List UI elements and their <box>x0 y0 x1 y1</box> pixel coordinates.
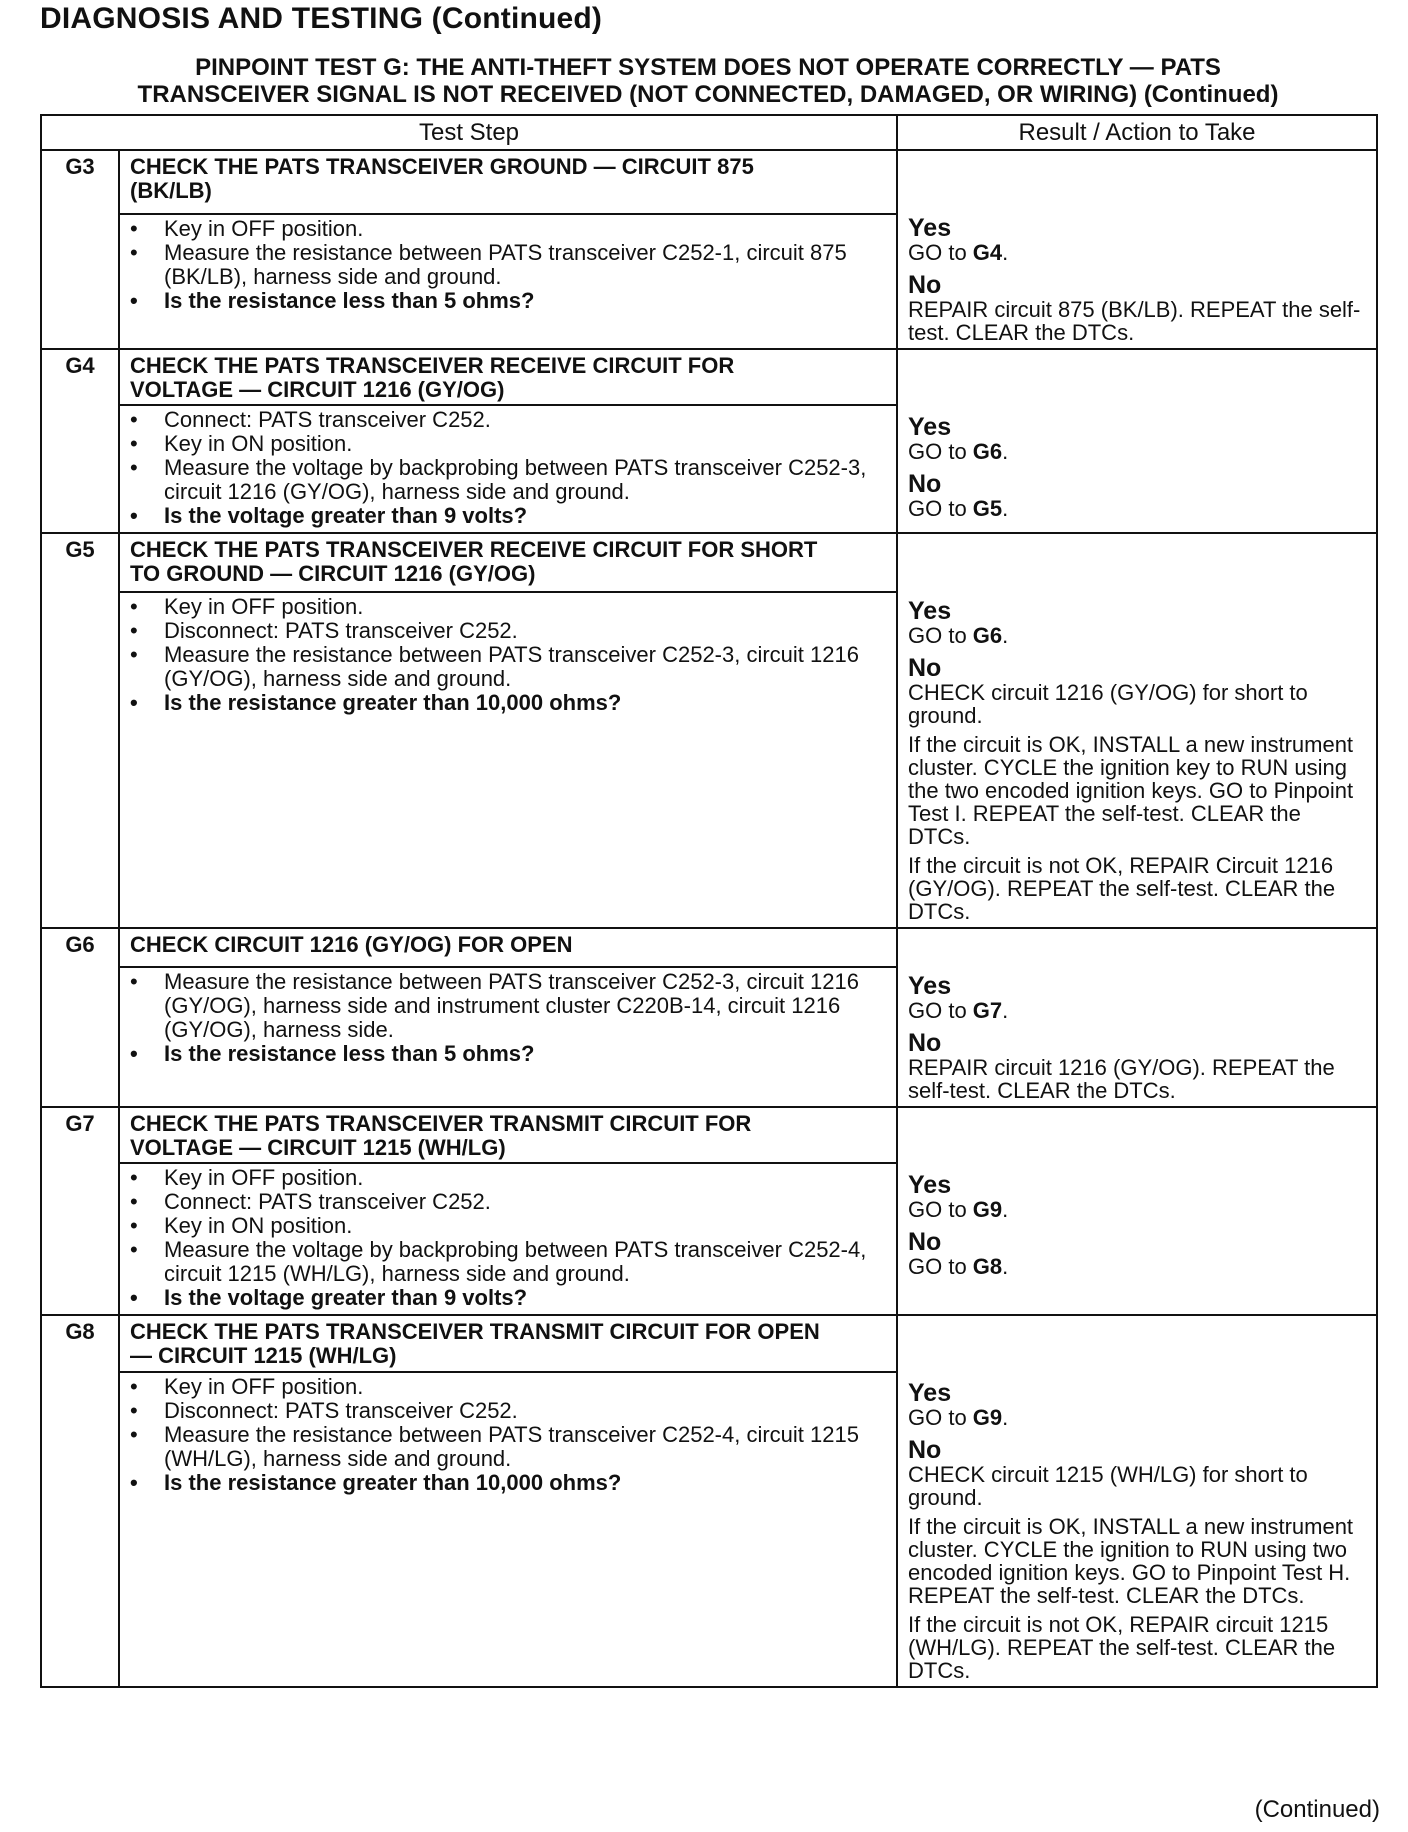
action-item: • Key in OFF position. <box>128 1166 888 1190</box>
yes-label: Yes <box>908 413 952 441</box>
no-additional-action: If the circuit is OK, INSTALL a new instrument cluster. CYCLE the ignition to RUN using two encoded ignition keys. GO to Pinpoint Test H. REPEAT the self-test. CLEAR the DTCs. <box>908 1514 1354 1608</box>
step-id: G7 <box>41 1107 119 1163</box>
no-label: No <box>908 271 942 299</box>
step-id: G6 <box>41 928 119 967</box>
result-action-cell <box>897 349 1377 533</box>
no-label: No <box>908 1436 942 1464</box>
step-heading: CHECK THE PATS TRANSCEIVER RECEIVE CIRCUIT FOR SHORT TO GROUND — CIRCUIT 1216 (GY/OG) <box>119 533 897 592</box>
no-target-step: G8 <box>972 1254 1003 1279</box>
yes-action <box>908 241 1366 264</box>
action-item: • Measure the voltage by backprobing between PATS transceiver C252-3, circuit 1216 (GY/OG), harness side and ground. <box>128 456 888 504</box>
step-id-blank <box>41 405 119 533</box>
step-heading: CHECK CIRCUIT 1216 (GY/OG) FOR OPEN <box>119 928 897 967</box>
test-question: • Is the resistance less than 5 ohms? <box>128 289 888 313</box>
action-list <box>128 1375 888 1495</box>
yes-target-step: G6 <box>972 623 1003 648</box>
yes-action <box>908 1198 1366 1221</box>
yes-action-suffix: . <box>1002 240 1009 265</box>
step-instructions <box>119 967 897 1107</box>
step-id: G4 <box>41 349 119 405</box>
test-question: • Is the voltage greater than 9 volts? <box>128 504 888 528</box>
no-action-suffix: . <box>1002 1254 1009 1279</box>
action-item: • Measure the resistance between PATS transceiver C252-1, circuit 875 (BK/LB), harness side and ground. <box>128 241 888 289</box>
step-id-blank <box>41 1163 119 1315</box>
action-list <box>128 408 888 528</box>
result-action-cell <box>897 533 1377 928</box>
action-item: • Measure the resistance between PATS transceiver C252-4, circuit 1215 (WH/LG), harness side and ground. <box>128 1423 888 1471</box>
action-item: • Connect: PATS transceiver C252. <box>128 1190 888 1214</box>
yes-target-step: G9 <box>972 1197 1003 1222</box>
step-heading-row <box>41 349 1377 405</box>
yes-action-text: GO to <box>908 1405 973 1430</box>
no-action <box>908 681 1366 727</box>
no-action-text: REPAIR circuit 1216 (GY/OG). REPEAT the self-test. CLEAR the DTCs. <box>908 1055 1335 1103</box>
action-item: • Key in OFF position. <box>128 217 888 241</box>
yes-action <box>908 440 1366 463</box>
action-item: • Connect: PATS transceiver C252. <box>128 408 888 432</box>
step-id-blank <box>41 214 119 349</box>
yes-target-step: G7 <box>972 998 1003 1023</box>
yes-action <box>908 999 1366 1022</box>
step-instructions <box>119 592 897 928</box>
step-id: G3 <box>41 150 119 214</box>
step-heading-row <box>41 1107 1377 1163</box>
no-action-text: CHECK circuit 1216 (GY/OG) for short to ground. <box>908 680 1308 728</box>
step-id: G5 <box>41 533 119 592</box>
step-instructions <box>119 1372 897 1687</box>
no-action <box>908 497 1366 520</box>
no-action <box>908 298 1366 344</box>
action-item: • Measure the resistance between PATS transceiver C252-3, circuit 1216 (GY/OG), harness side and instrument cluster C220B-14, circuit 1216 (GY/OG), harness side. <box>128 970 888 1042</box>
no-action-suffix: . <box>1002 496 1009 521</box>
action-item: • Disconnect: PATS transceiver C252. <box>128 619 888 643</box>
yes-target-step: G9 <box>972 1405 1003 1430</box>
no-label: No <box>908 654 942 682</box>
yes-action-suffix: . <box>1002 623 1009 648</box>
step-heading-row <box>41 150 1377 214</box>
test-title-line-1: PINPOINT TEST G: THE ANTI-THEFT SYSTEM DOES NOT OPERATE CORRECTLY — PATS <box>195 54 1221 81</box>
result-spacer <box>908 159 1366 207</box>
yes-label: Yes <box>908 972 952 1000</box>
header-result: Result / Action to Take <box>897 115 1377 150</box>
continued-label: (Continued) <box>1254 1796 1380 1823</box>
yes-label: Yes <box>908 1379 952 1407</box>
yes-label: Yes <box>908 214 952 242</box>
action-list <box>128 595 888 715</box>
yes-label: Yes <box>908 1171 952 1199</box>
result-action-cell <box>897 150 1377 349</box>
result-spacer <box>908 358 1366 406</box>
page-title: DIAGNOSIS AND TESTING (Continued) <box>40 2 603 35</box>
step-heading-row <box>41 1315 1377 1372</box>
result-action-cell <box>897 1107 1377 1315</box>
test-question: • Is the resistance greater than 10,000 ohms? <box>128 691 888 715</box>
action-item: • Measure the resistance between PATS transceiver C252-3, circuit 1216 (GY/OG), harness side and ground. <box>128 643 888 691</box>
test-steps-body <box>41 150 1377 1687</box>
step-heading: CHECK THE PATS TRANSCEIVER RECEIVE CIRCUIT FOR VOLTAGE — CIRCUIT 1216 (GY/OG) <box>119 349 897 405</box>
yes-action-suffix: . <box>1002 998 1009 1023</box>
no-target-step: G5 <box>972 496 1003 521</box>
yes-action-text: GO to <box>908 240 973 265</box>
action-item: • Key in OFF position. <box>128 595 888 619</box>
yes-action <box>908 1406 1366 1429</box>
step-instructions <box>119 405 897 533</box>
yes-action-text: GO to <box>908 623 973 648</box>
step-heading: CHECK THE PATS TRANSCEIVER TRANSMIT CIRCUIT FOR OPEN — CIRCUIT 1215 (WH/LG) <box>119 1315 897 1372</box>
yes-target-step: G6 <box>972 439 1003 464</box>
step-instructions <box>119 214 897 349</box>
no-label: No <box>908 1029 942 1057</box>
no-additional-action: If the circuit is not OK, REPAIR circuit 1215 (WH/LG). REPEAT the self-test. CLEAR the DTCs. <box>908 1612 1336 1683</box>
no-label: No <box>908 470 942 498</box>
yes-label: Yes <box>908 597 952 625</box>
yes-action-text: GO to <box>908 1197 973 1222</box>
step-instructions <box>119 1163 897 1315</box>
yes-target-step: G4 <box>972 240 1003 265</box>
yes-action-suffix: . <box>1002 1197 1009 1222</box>
result-spacer <box>908 937 1366 965</box>
result-spacer <box>908 542 1366 590</box>
no-action-text: GO to <box>908 1254 973 1279</box>
no-action-text: GO to <box>908 496 973 521</box>
test-question: • Is the resistance less than 5 ohms? <box>128 1042 888 1066</box>
step-id: G8 <box>41 1315 119 1372</box>
yes-action-suffix: . <box>1002 1405 1009 1430</box>
step-heading: CHECK THE PATS TRANSCEIVER TRANSMIT CIRCUIT FOR VOLTAGE — CIRCUIT 1215 (WH/LG) <box>119 1107 897 1163</box>
header-test-step: Test Step <box>41 115 897 150</box>
no-action <box>908 1463 1366 1509</box>
yes-action-text: GO to <box>908 998 973 1023</box>
step-heading-row <box>41 928 1377 967</box>
result-action-cell <box>897 1315 1377 1687</box>
table-header-row <box>41 115 1377 150</box>
action-item: • Key in ON position. <box>128 432 888 456</box>
no-additional-action: If the circuit is not OK, REPAIR Circuit 1216 (GY/OG). REPEAT the self-test. CLEAR the DTCs. <box>908 853 1336 924</box>
no-label: No <box>908 1228 942 1256</box>
step-id-blank <box>41 592 119 928</box>
no-action <box>908 1056 1366 1102</box>
result-spacer <box>908 1324 1366 1372</box>
result-action-cell <box>897 928 1377 1107</box>
no-additional-action: If the circuit is OK, INSTALL a new instrument cluster. CYCLE the ignition key to RUN using the two encoded ignition keys. GO to Pinpoint Test I. REPEAT the self-test. CLEAR the DTCs. <box>908 732 1354 849</box>
action-list <box>128 217 888 313</box>
test-question: • Is the resistance greater than 10,000 ohms? <box>128 1471 888 1495</box>
test-title-line-2: TRANSCEIVER SIGNAL IS NOT RECEIVED (NOT CONNECTED, DAMAGED, OR WIRING) (Continued) <box>137 81 1279 108</box>
no-action-text: CHECK circuit 1215 (WH/LG) for short to ground. <box>908 1462 1308 1510</box>
step-id-blank <box>41 967 119 1107</box>
step-heading: CHECK THE PATS TRANSCEIVER GROUND — CIRCUIT 875 (BK/LB) <box>119 150 897 214</box>
test-step-table <box>40 114 1378 1688</box>
step-id-blank <box>41 1372 119 1687</box>
result-spacer <box>908 1116 1366 1164</box>
yes-action-text: GO to <box>908 439 973 464</box>
no-action <box>908 1255 1366 1278</box>
pinpoint-test-title <box>38 54 1378 108</box>
yes-action <box>908 624 1366 647</box>
test-question: • Is the voltage greater than 9 volts? <box>128 1286 888 1310</box>
action-item: • Disconnect: PATS transceiver C252. <box>128 1399 888 1423</box>
action-item: • Key in OFF position. <box>128 1375 888 1399</box>
action-list <box>128 1166 888 1310</box>
action-list <box>128 970 888 1066</box>
action-item: • Measure the voltage by backprobing between PATS transceiver C252-4, circuit 1215 (WH/LG), harness side and ground. <box>128 1238 888 1286</box>
no-action-text: REPAIR circuit 875 (BK/LB). REPEAT the self-test. CLEAR the DTCs. <box>908 297 1361 345</box>
step-heading-row <box>41 533 1377 592</box>
action-item: • Key in ON position. <box>128 1214 888 1238</box>
yes-action-suffix: . <box>1002 439 1009 464</box>
